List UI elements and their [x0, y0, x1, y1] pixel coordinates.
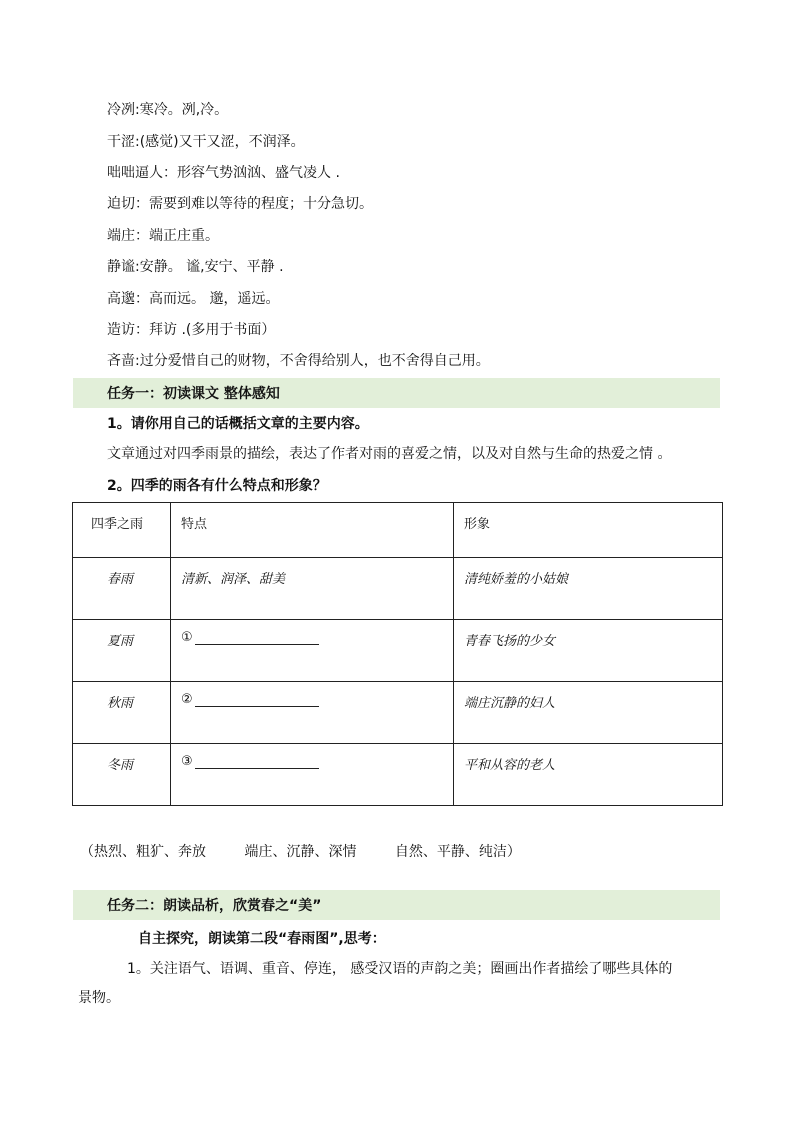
feature-cell — [171, 682, 453, 707]
vocab-line: 咄咄逼人：形容气势汹汹、盛气凌人 . — [107, 165, 340, 181]
image-cell: 清纯娇羞的小姑娘 — [464, 572, 569, 587]
header-season: 四季之雨 — [91, 517, 144, 532]
task1-question-2: 2。四季的雨各有什么特点和形象？ — [107, 478, 327, 494]
image-cell: 青春飞扬的少女 — [464, 634, 556, 649]
feature-cell — [171, 620, 453, 645]
header-feature: 特点 — [181, 517, 208, 532]
vocab-line: 高邈：高而远。 邈，遥远。 — [107, 291, 280, 307]
vocab-line: 端庄：端正庄重。 — [107, 228, 219, 244]
table-header-row — [73, 503, 723, 558]
task2-header — [73, 890, 720, 920]
vocab-line: 静谧:安静。 谧,安宁、平静 . — [107, 259, 284, 275]
vocab-line: 干涩:(感觉)又干又涩，不润泽。 — [107, 134, 305, 150]
vocab-line: 吝啬:过分爱惜自己的财物，不舍得给别人，也不舍得自己用。 — [107, 353, 490, 369]
option-winter: 自然、平静、纯洁） — [394, 844, 521, 860]
image-cell: 平和从容的老人 — [464, 758, 556, 773]
answer-options — [80, 841, 521, 861]
answer-blank[interactable] — [195, 754, 319, 769]
seasons-table — [72, 502, 723, 806]
feature-cell: 清新、润泽、甜美 — [181, 572, 286, 587]
season-cell: 春雨 — [107, 572, 134, 587]
season-cell: 冬雨 — [107, 758, 134, 773]
vocab-line: 造访：拜访 .(多用于书面） — [107, 322, 276, 338]
season-cell: 夏雨 — [107, 634, 134, 649]
task2-question-1-cont: 景物。 — [78, 990, 120, 1006]
task1-answer-1: 文章通过对四季雨景的描绘，表达了作者对雨的喜爱之情，以及对自然与生命的热爱之情 。 — [107, 446, 672, 462]
header-image: 形象 — [464, 517, 491, 532]
blank-marker: ② — [181, 692, 193, 707]
image-cell: 端庄沉静的妇人 — [464, 696, 556, 711]
table-row — [73, 744, 723, 806]
table-row — [73, 620, 723, 682]
task1-title: 任务一：初读课文 整体感知 — [107, 386, 280, 402]
task1-question-1: 1。请你用自己的话概括文章的主要内容。 — [107, 416, 369, 432]
answer-blank[interactable] — [195, 692, 319, 707]
vocab-line: 迫切：需要到难以等待的程度；十分急切。 — [107, 196, 373, 212]
vocab-line: 冷冽:寒冷。冽,冷。 — [107, 102, 229, 118]
blank-marker: ① — [181, 630, 193, 645]
task2-intro: 自主探究，朗读第二段“春雨图”,思考： — [138, 931, 386, 947]
option-summer: （热烈、粗犷、奔放 — [80, 844, 206, 860]
answer-blank[interactable] — [195, 630, 319, 645]
feature-cell — [171, 744, 453, 769]
option-autumn: 端庄、沉静、深情 — [244, 844, 357, 860]
season-cell: 秋雨 — [107, 696, 134, 711]
table-row — [73, 558, 723, 620]
table-row — [73, 682, 723, 744]
task2-title: 任务二：朗读品析，欣赏春之“美” — [107, 898, 322, 914]
task2-question-1: 1。关注语气、语调、重音、停连， 感受汉语的声韵之美；圈画出作者描绘了哪些具体的 — [127, 961, 673, 977]
task1-header — [73, 378, 720, 408]
blank-marker: ③ — [181, 754, 193, 769]
